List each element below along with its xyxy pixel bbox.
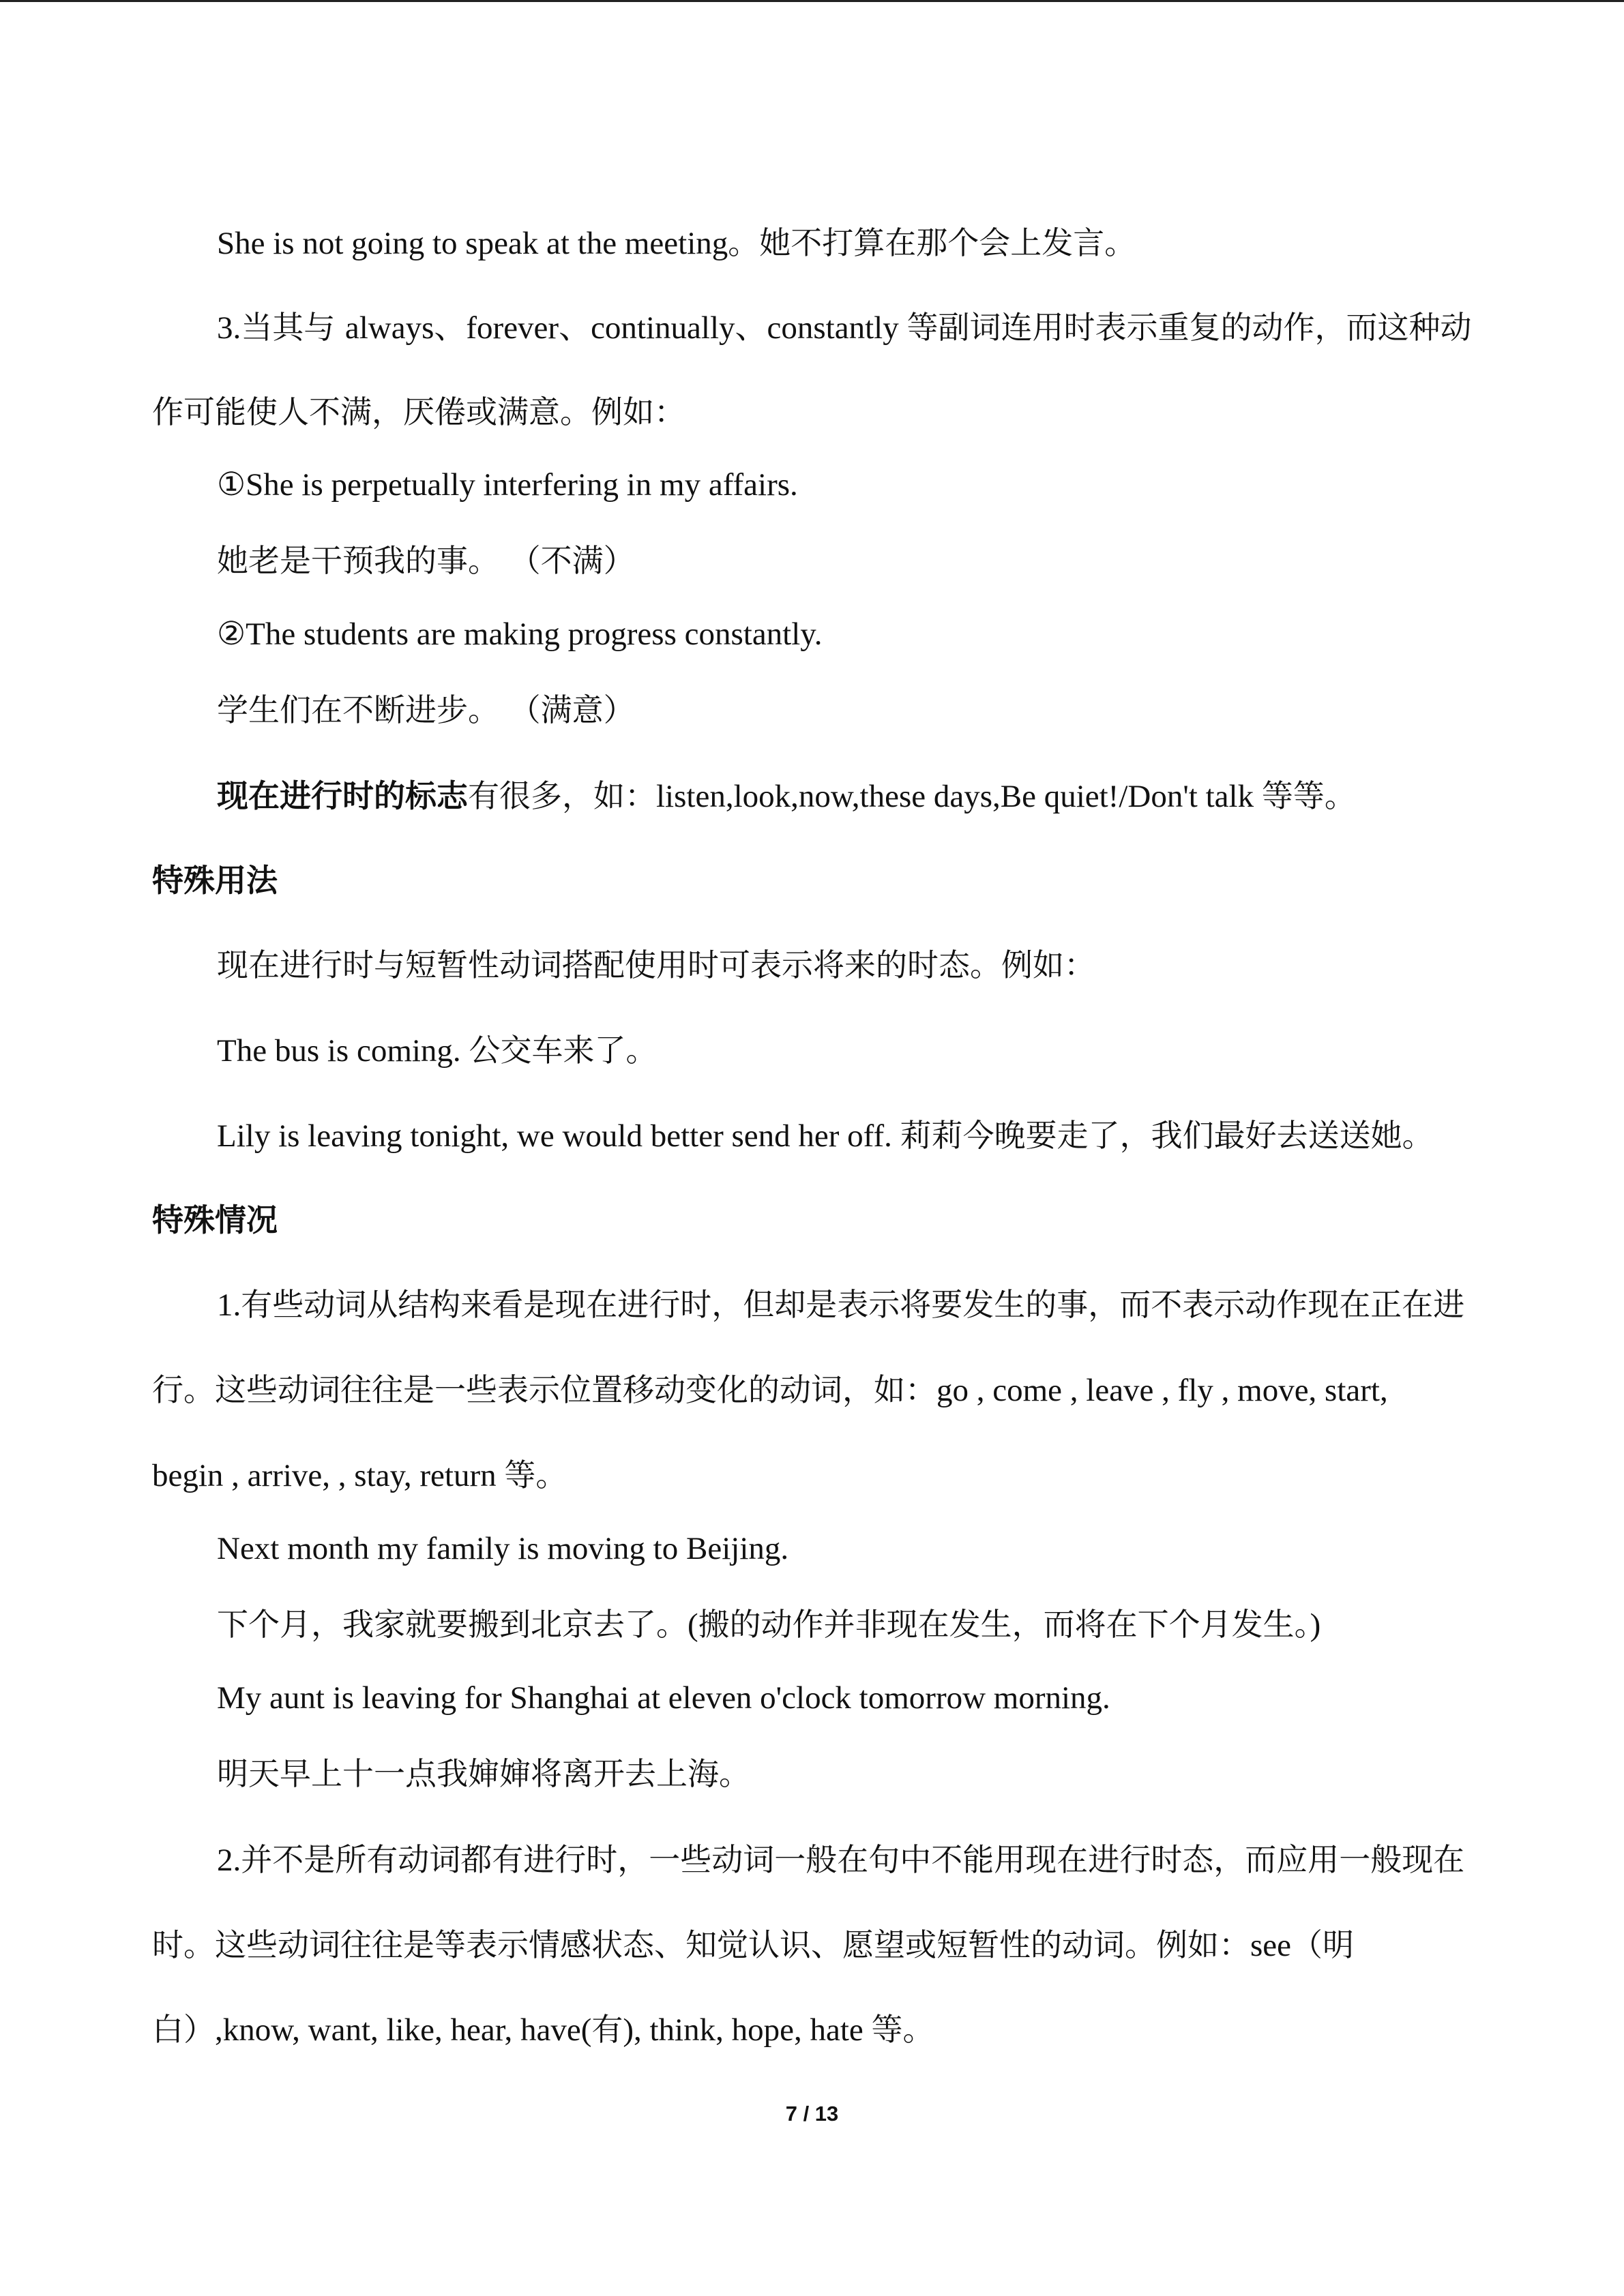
example-2-chinese: 学生们在不断进步。 （满意） (217, 691, 635, 728)
case-1-example-2-english: My aunt is leaving for Shanghai at eleven o'clock tomorrow morning. (217, 1680, 1110, 1716)
case-2-line-1: 2.并不是所有动词都有进行时，一些动词一般在句中不能用现在进行时态，而应用一般现在 (217, 1841, 1465, 1878)
case-2-line-2: 时。这些动词往往是等表示情感状态、知觉认识、愿望或短暂性的动词。例如：see（明 (152, 1926, 1355, 1963)
case-1-line-3: begin , arrive, , stay, return 等。 (152, 1457, 567, 1493)
case-1-line-2: 行。这些动词往往是一些表示位置移动变化的动词，如：go , come , leave , fly , move, start, (152, 1371, 1388, 1408)
case-1-example-1-chinese: 下个月，我家就要搬到北京去了。(搬的动作并非现在发生，而将在下个月发生。) (217, 1606, 1321, 1643)
point-3-line-2: 作可能使人不满，厌倦或满意。例如： (152, 393, 685, 430)
special-usage-example-2: Lily is leaving tonight, we would better send her off. 莉莉今晚要走了，我们最好去送送她。 (217, 1117, 1434, 1154)
special-usage-desc: 现在进行时与短暂性动词搭配使用时可表示将来的时态。例如： (217, 946, 1095, 983)
example-2-english: ②The students are making progress constantly. (217, 616, 823, 652)
point-3-line-1: 3.当其与 always、forever、continually、constantly 等副词连用时表示重复的动作，而这种动 (217, 309, 1472, 346)
page-number: 7 / 13 (785, 2102, 839, 2126)
case-1-line-1: 1.有些动词从结构来看是现在进行时，但却是表示将要发生的事，而不表示动作现在正在进 (217, 1286, 1465, 1323)
example-sentence-not-going: She is not going to speak at the meeting。她不打算在那个会上发言。 (217, 224, 1136, 261)
case-2-line-3: 白）,know, want, like, hear, have(有), think, hope, hate 等。 (152, 2011, 934, 2048)
heading-special-cases: 特殊情况 (152, 1202, 278, 1238)
example-1-chinese: 她老是干预我的事。 （不满） (217, 542, 635, 579)
top-border (0, 0, 1624, 2)
example-1-english: ①She is perpetually interfering in my affairs. (217, 467, 798, 503)
case-1-example-2-chinese: 明天早上十一点我婶婶将离开去上海。 (217, 1755, 750, 1792)
markers-line: 现在进行时的标志有很多，如：listen,look,now,these days,Be quiet!/Don't talk 等等。 (217, 777, 1356, 814)
case-1-example-1-english: Next month my family is moving to Beijing. (217, 1531, 789, 1566)
heading-special-usage: 特殊用法 (152, 862, 278, 899)
special-usage-example-1: The bus is coming. 公交车来了。 (217, 1032, 658, 1069)
